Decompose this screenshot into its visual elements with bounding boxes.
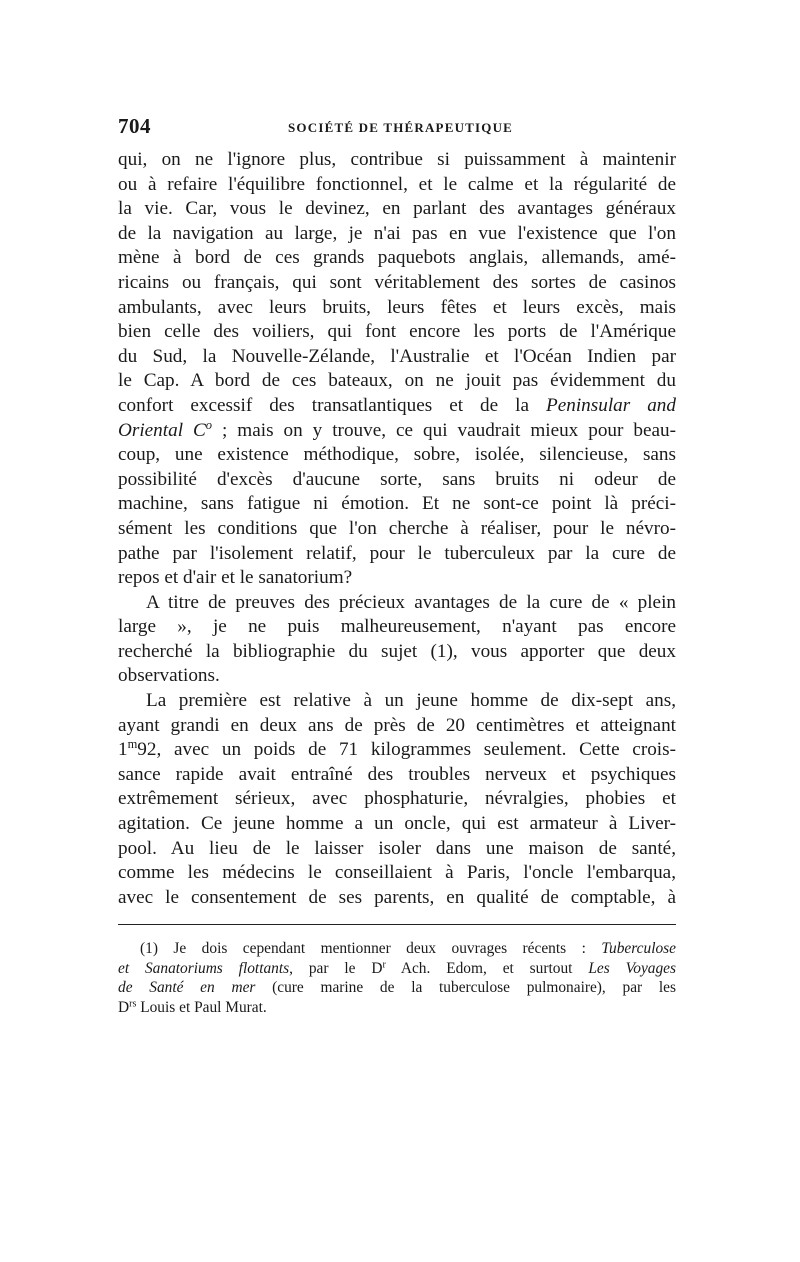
text-line bbox=[118, 394, 676, 419]
text-line: large », je ne puis malheureusement, n'ayant pas encore bbox=[118, 616, 676, 638]
text-line: ambulants, avec leurs bruits, leurs fêtes et leurs excès, mais bbox=[118, 296, 676, 318]
text-line: le Cap. A bord de ces bateaux, on ne jouit pas évidemment du bbox=[118, 370, 676, 392]
italic-title: Tuberculose bbox=[601, 940, 676, 958]
text-line: comme les médecins le conseillaient à Paris, l'oncle l'embarqua, bbox=[118, 862, 676, 884]
text-line: machine, sans fatigue ni émotion. Et ne sont-ce point là préci- bbox=[118, 493, 676, 515]
italic-title: Les Voyages bbox=[588, 959, 676, 977]
page-number: 704 bbox=[118, 114, 151, 138]
footnote-line bbox=[118, 978, 676, 998]
text-line: de la navigation au large, je n'ai pas en vue l'existence que l'on bbox=[118, 222, 676, 244]
superscript: m bbox=[127, 737, 138, 752]
text-segment: 92, avec un poids de 71 kilogrammes seulement. Cette crois- bbox=[137, 739, 676, 761]
text-line: sément les conditions que l'on cherche à réaliser, pour le névro- bbox=[118, 517, 676, 539]
text-line: extrêmement sérieux, avec phosphaturie, névralgies, phobies et bbox=[118, 788, 676, 810]
text-line: recherché la bibliographie du sujet (1), vous apporter que deux bbox=[118, 640, 676, 662]
superscript: r bbox=[382, 959, 386, 971]
text-line: A titre de preuves des précieux avantages de la cure de « plein bbox=[146, 591, 676, 613]
footnote-line bbox=[118, 939, 676, 959]
body-text bbox=[118, 148, 676, 910]
text-segment: , par le D bbox=[289, 959, 383, 977]
text-segment: Ach. Edom, et surtout bbox=[385, 959, 589, 977]
italic-company-name: Peninsular and bbox=[546, 394, 676, 416]
text-line: coup, une existence méthodique, sobre, isolée, silencieuse, sans bbox=[118, 444, 676, 466]
text-line: la vie. Car, vous le devinez, en parlant des avantages généraux bbox=[118, 198, 676, 220]
text-line: avec le consentement de ses parents, en qualité de comptable, à bbox=[118, 886, 676, 908]
text-line: sance rapide avait entraîné des troubles nerveux et psychiques bbox=[118, 763, 676, 785]
text-segment: (1) Je dois cependant mentionner deux ouvrages récents : bbox=[140, 940, 602, 958]
book-page bbox=[118, 110, 676, 1017]
text-segment: Louis et Paul Murat. bbox=[136, 998, 267, 1016]
text-line: pool. Au lieu de le laisser isoler dans une maison de santé, bbox=[118, 837, 676, 859]
footnote bbox=[118, 939, 676, 1017]
text-line: La première est relative à un jeune homme de dix-sept ans, bbox=[146, 690, 676, 712]
page-header bbox=[118, 110, 676, 142]
text-line: bien celle des voiliers, qui font encore les ports de l'Amérique bbox=[118, 321, 676, 343]
italic-company-name-cont: Oriental C bbox=[118, 419, 206, 441]
text-line: agitation. Ce jeune homme a un oncle, qui est armateur à Liver- bbox=[118, 813, 676, 835]
text-line bbox=[118, 419, 676, 444]
text-line: pathe par l'isolement relatif, pour le tuberculeux par la cure de bbox=[118, 542, 676, 564]
text-line: ricains ou français, qui sont véritablement des sortes de casinos bbox=[118, 271, 676, 293]
text-segment: confort excessif des transatlantiques et de la bbox=[118, 394, 529, 416]
superscript: o bbox=[205, 417, 213, 432]
text-segment: 1 bbox=[118, 739, 128, 761]
superscript: rs bbox=[129, 998, 137, 1010]
text-line: qui, on ne l'ignore plus, contribue si puissamment à maintenir bbox=[118, 149, 676, 170]
text-line: repos et d'air et le sanatorium? bbox=[118, 567, 353, 589]
text-segment: ; mais on y trouve, ce qui vaudrait mieux pour beau- bbox=[212, 419, 676, 441]
text-segment: D bbox=[118, 998, 130, 1016]
running-title: SOCIÉTÉ DE THÉRAPEUTIQUE bbox=[288, 120, 514, 135]
text-line: observations. bbox=[118, 665, 220, 687]
text-line: du Sud, la Nouvelle-Zélande, l'Australie et l'Océan Indien par bbox=[118, 345, 676, 367]
text-line: ou à refaire l'équilibre fonctionnel, et le calme et la régularité de bbox=[118, 173, 676, 195]
text-line bbox=[118, 738, 676, 763]
text-segment: (cure marine de la tuberculose pulmonaire), par les bbox=[255, 979, 676, 997]
text-line: mène à bord de ces grands paquebots anglais, allemands, amé- bbox=[118, 247, 676, 269]
text-line: possibilité d'excès d'aucune sorte, sans bruits ni odeur de bbox=[118, 468, 676, 490]
italic-title: de Santé en mer bbox=[118, 979, 256, 997]
text-line: ayant grandi en deux ans de près de 20 centimètres et atteignant bbox=[118, 714, 676, 736]
footnote-line bbox=[118, 998, 676, 1018]
italic-title: et Sanatoriums flottants bbox=[118, 959, 290, 977]
footnote-line bbox=[118, 959, 676, 979]
footnote-divider bbox=[118, 924, 676, 925]
